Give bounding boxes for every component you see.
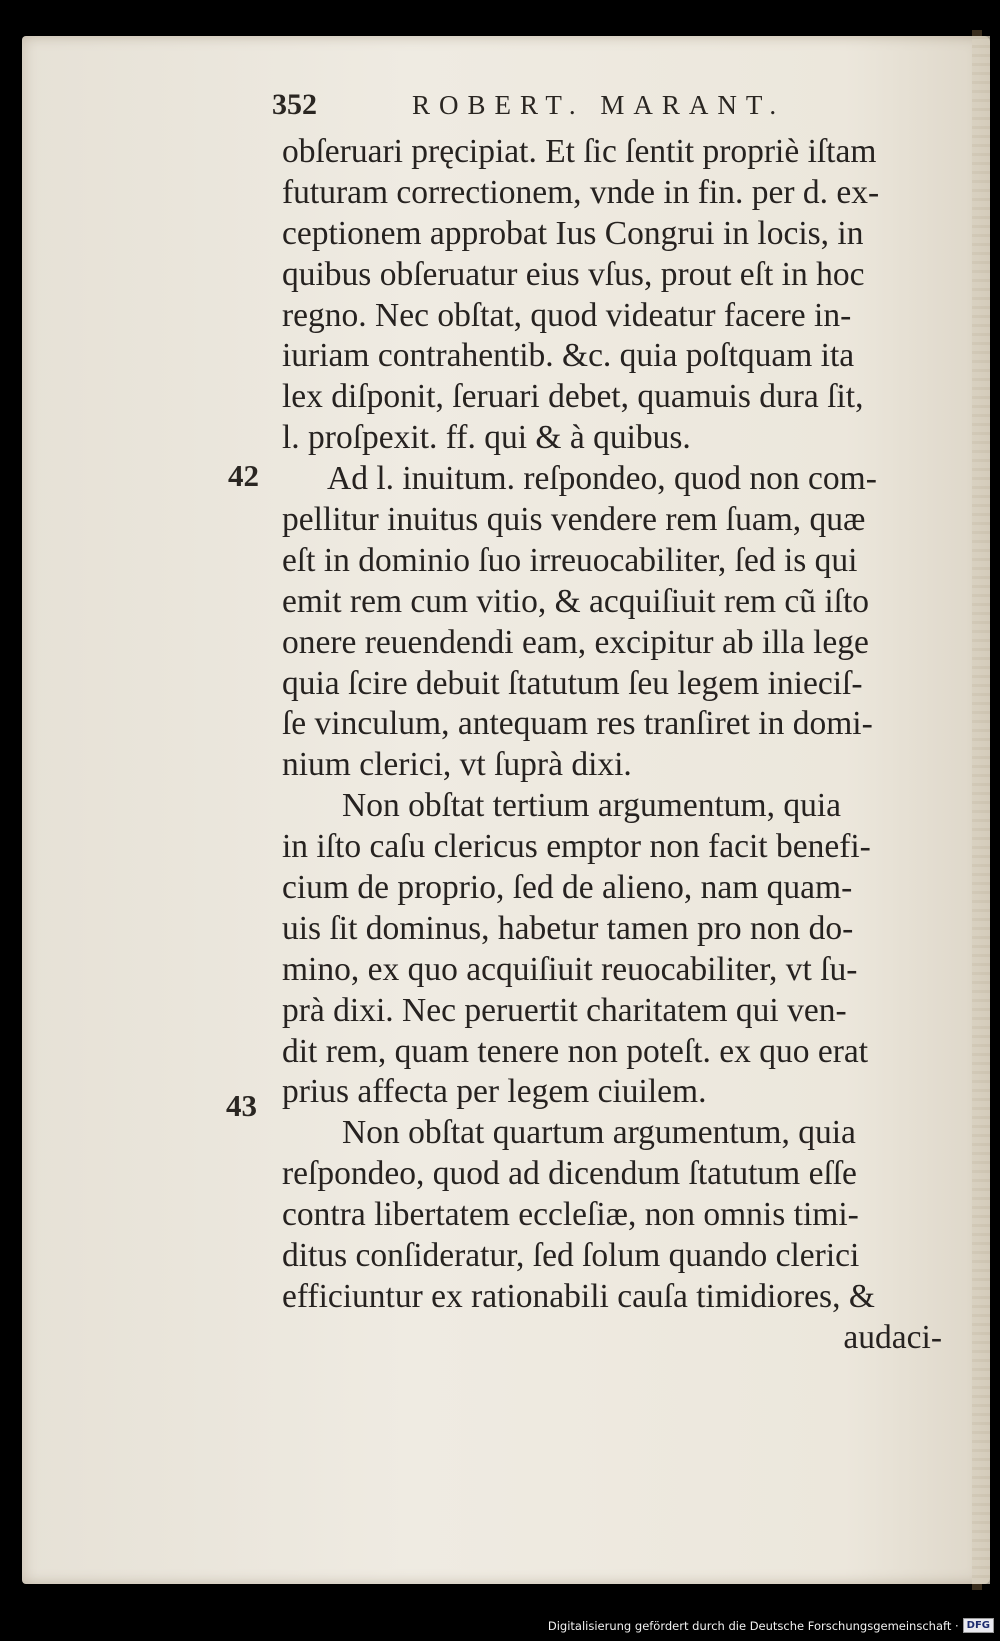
text-line: mino, ex quo acquiſiuit reuocabiliter, vt ſu- [282,950,858,988]
dfg-logo-icon: DFG [963,1618,994,1633]
text-line: Non obſtat tertium argumentum, quia [342,787,841,825]
text-line: nium clerici, vt ſuprà dixi. [282,746,632,784]
text-line: dit rem, quam tenere non poteſt. ex quo erat [282,1032,869,1070]
text-line: prà dixi. Nec peruertit charitatem qui ven- [282,991,847,1029]
text-line: onere reuendendi eam, excipitur ab illa lege [282,623,869,661]
marginal-number-42: 42 [228,458,259,493]
text-line: emit rem cum vitio, & acquiſiuit rem cũ iſto [282,582,870,620]
text-line: ceptionem approbat Ius Congrui in locis, in [282,214,864,252]
text-line: reſpondeo, quod ad dicendum ſtatutum eſſe [282,1155,857,1193]
text-line: pellitur inuitus quis vendere rem ſuam, quæ [282,501,866,539]
text-line: ditus conſideratur, ſed ſolum quando clerici [282,1237,860,1275]
text-line: l. proſpexit. ff. qui & à quibus. [282,419,691,457]
page-number: 352 [272,88,317,121]
body-text [282,132,972,1359]
text-line: prius affecta per legem ciuilem. [282,1073,707,1111]
text-line: in iſto caſu clericus emptor non facit benefi- [282,828,871,866]
text-line: obſeruari pręcipiat. Et ſic ſentit propriè iſtam [282,133,877,170]
text-line: contra libertatem eccleſiæ, non omnis timi- [282,1196,859,1234]
text-line: ſe vinculum, antequam res tranſiret in domi- [282,705,873,743]
text-line: cium de proprio, ſed de alieno, nam quam- [282,869,853,907]
text-line: uis ſit dominus, habetur tamen pro non do- [282,909,854,947]
page-fore-edge [972,36,990,1584]
digitization-footer [548,1618,994,1633]
text-line: quia ſcire debuit ſtatutum ſeu legem inieciſ- [282,664,863,702]
text-line: quibus obſeruatur eius vſus, prout eſt in hoc [282,255,865,293]
text-line: futuram correctionem, vnde in fin. per d. ex- [282,173,880,211]
text-line: iuriam contrahentib. &c. quia poſtquam ita [282,337,855,375]
text-line: eſt in dominio ſuo irreuocabiliter, ſed is qui [282,541,858,579]
text-line: regno. Nec obſtat, quod videatur facere in- [282,296,852,334]
footer-text: Digitalisierung gefördert durch die Deutsche Forschungsgemeinschaft · [547,1618,959,1633]
text-line: lex diſponit, ſeruari debet, quamuis dura ſit, [282,378,864,416]
text-line: Ad l. inuitum. reſpondeo, quod non com- [327,460,877,498]
text-line: efficiuntur ex rationabili cauſa timidiores, & [282,1277,875,1315]
catchword: audaci- [843,1318,942,1356]
running-title: ROBERT. MARANT. [412,90,786,120]
marginal-number-43: 43 [226,1088,257,1123]
text-line: Non obſtat quartum argumentum, quia [342,1114,856,1152]
